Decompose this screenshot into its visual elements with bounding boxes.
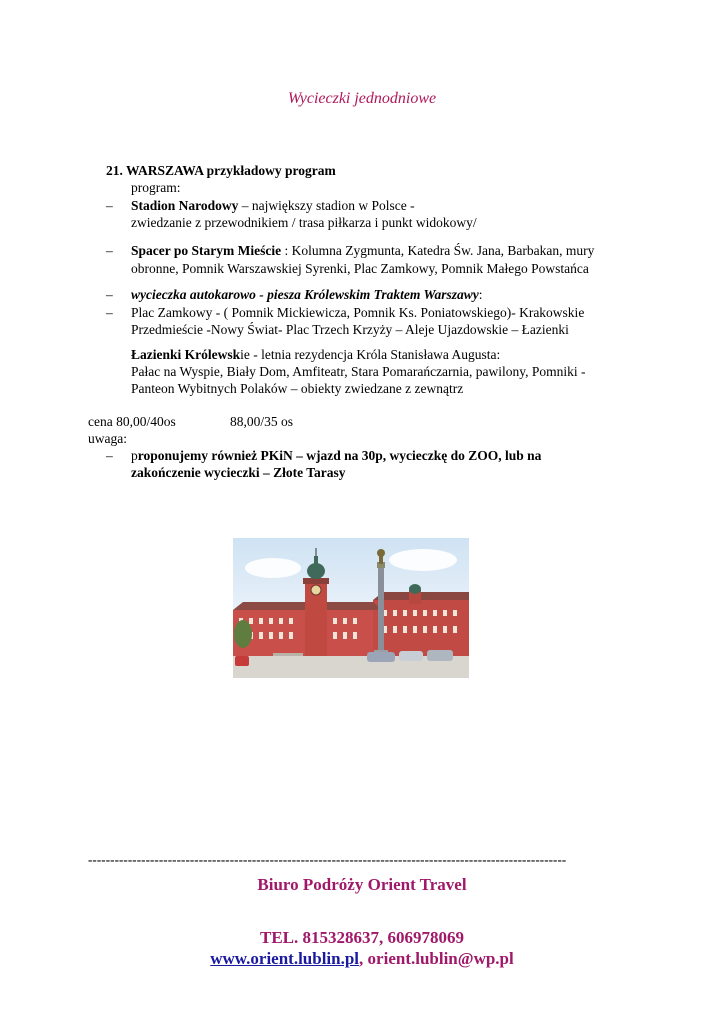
note-bold: roponujemy również PKiN – wjazd na 30p, wycieczkę do ZOO, lub na: [137, 448, 542, 463]
separator-line: ------------------------------------------------------------------------------------------------------------: [88, 852, 567, 867]
dash-bullet: –: [106, 287, 113, 302]
dash-bullet: –: [106, 198, 113, 213]
item-bold: Stadion Narodowy: [131, 198, 239, 213]
item-bold: Spacer po Starym Mieście: [131, 243, 282, 258]
item-line2: zwiedzanie z przewodnikiem / trasa piłkarza i punkt widokowy/: [131, 215, 477, 230]
comma: ,: [359, 949, 364, 968]
note-line2: zakończenie wycieczki – Złote Tarasy: [131, 465, 346, 480]
dash-bullet: –: [106, 243, 113, 258]
dash-bullet: –: [106, 305, 113, 320]
item-line2: obronne, Pomnik Warszawskiej Syrenki, Plac Zamkowy, Pomnik Małego Powstańca: [131, 261, 589, 276]
item-line2: Przedmieście -Nowy Świat- Plac Trzech Krzyży – Aleje Ujazdowskie – Łazienki: [131, 322, 569, 337]
item-text: :: [478, 287, 483, 302]
company-name: Biuro Podróży Orient Travel: [257, 875, 467, 894]
phone-numbers: TEL. 815328637, 606978069: [259, 928, 465, 947]
item-bold-italic: wycieczka autokarowo - piesza Królewskim Traktem Warszawy: [131, 287, 479, 302]
item-text: – największy stadion w Polsce -: [238, 198, 415, 213]
lazienki-line2: Pałac na Wyspie, Biały Dom, Amfiteatr, Stara Pomarańczarnia, pawilony, Pomniki -: [131, 364, 586, 379]
castle-square-photo: [233, 538, 469, 678]
lazienki-heading: [131, 346, 500, 363]
program-label: program:: [131, 180, 181, 195]
lazienki-bold: Łazienki Królewsk: [131, 347, 241, 362]
note-label: uwaga:: [88, 431, 127, 446]
page-title: Wycieczki jednodniowe: [287, 90, 437, 107]
item-text: Plac Zamkowy - ( Pomnik Mickiewicza, Pomnik Ks. Poniatowskiego)- Krakowskie: [131, 305, 585, 320]
program-heading: 21. WARSZAWA przykładowy program: [106, 163, 336, 178]
lazienki-text: ie - letnia rezydencja Króla Stanisława Augusta:: [240, 347, 501, 362]
item-text: : Kolumna Zygmunta, Katedra Św. Jana, Barbakan, mury: [281, 243, 595, 258]
website-link[interactable]: www.orient.lublin.pl: [210, 949, 360, 968]
note-first-letter: p: [131, 448, 138, 463]
dash-bullet: –: [106, 448, 113, 463]
email-link[interactable]: orient.lublin@wp.pl: [367, 949, 514, 968]
contact-line: [0, 950, 724, 967]
price-2: 88,00/35 os: [230, 414, 294, 429]
price-1: cena 80,00/40os: [88, 414, 176, 429]
lazienki-line3: Panteon Wybitnych Polaków – obiekty zwiedzane z zewnątrz: [131, 381, 464, 396]
